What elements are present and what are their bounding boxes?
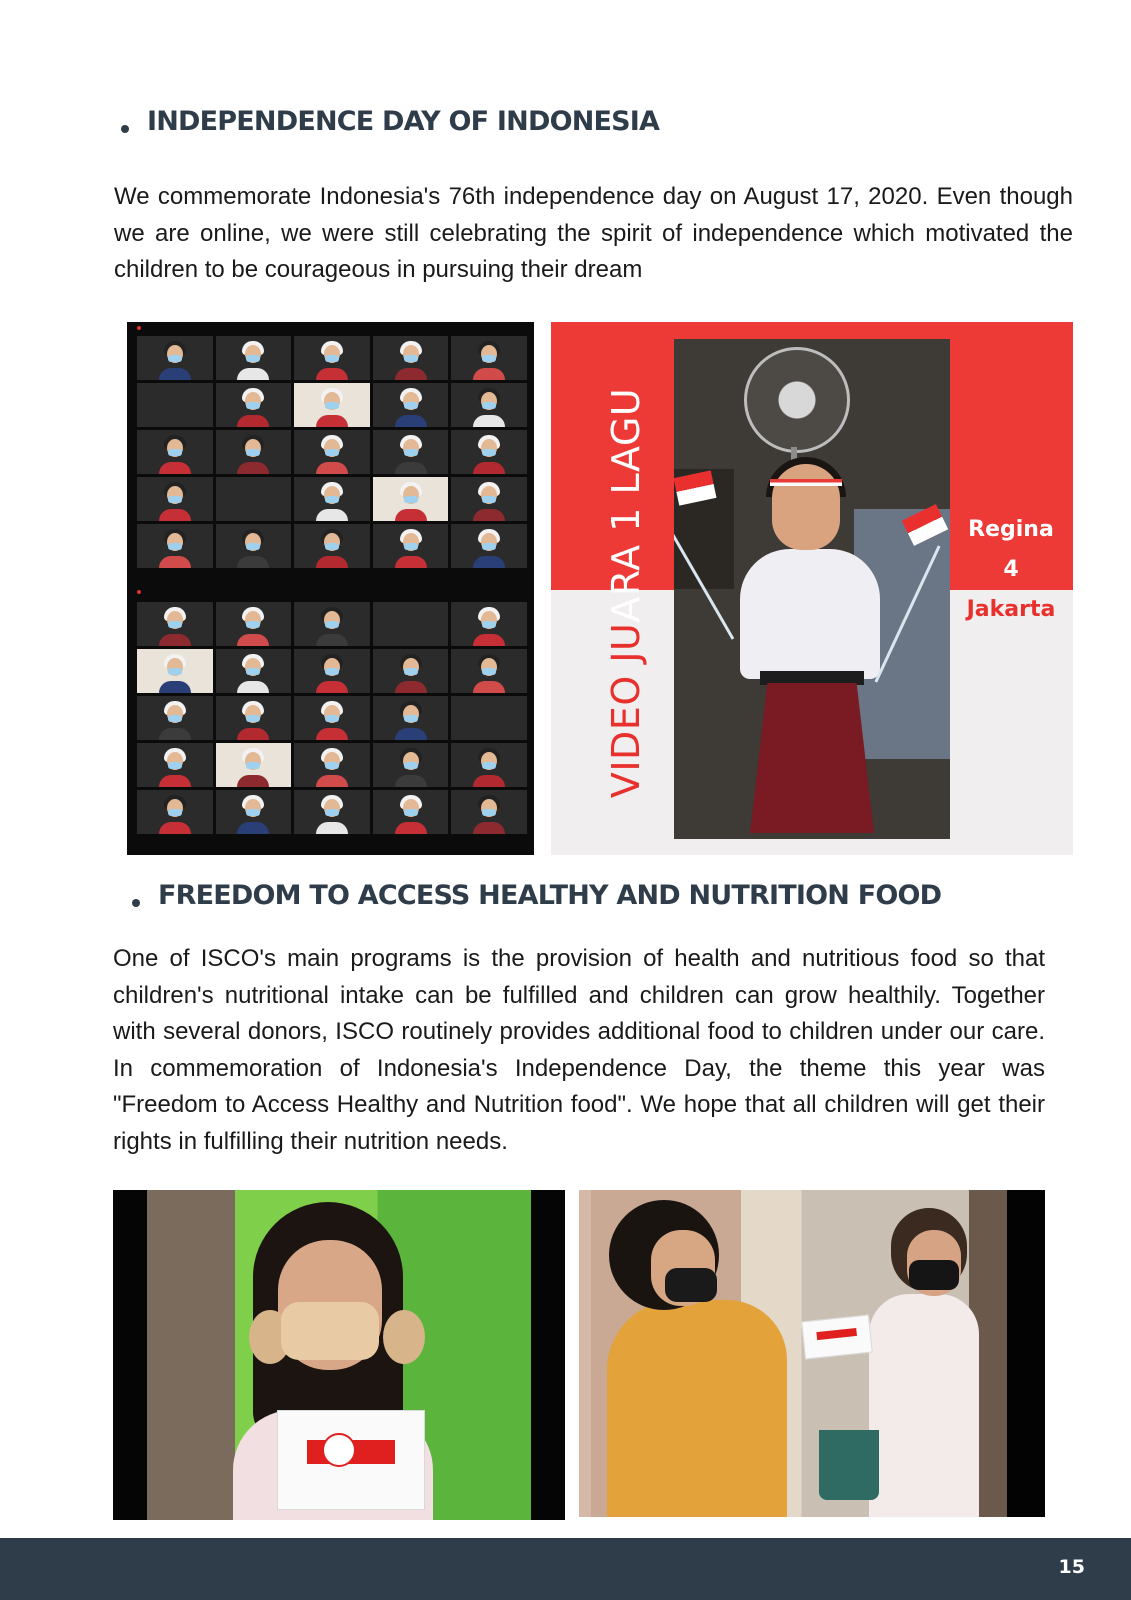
participant-mask [168,621,182,628]
participant-mask [404,668,418,675]
participant-video-tile [216,649,292,693]
participant-mask [168,449,182,456]
participant-video-tile [137,696,213,740]
participant-mask [246,668,260,675]
participant-video-tile [451,524,527,568]
participant-mask [482,496,496,503]
food-box [277,1410,425,1510]
participant-video-tile [451,383,527,427]
participant-video-tile [216,430,292,474]
participant-video-tile [451,649,527,693]
uniform-shirt [740,549,880,679]
food-box [801,1315,873,1360]
belt [760,671,864,685]
participant-video-tile [294,602,370,646]
participant-video-tile [294,696,370,740]
participant-mask [246,355,260,362]
participant-body [395,556,427,568]
title-part-on-red: ARA 1 LAGU [604,387,648,623]
section-heading-independence-day: INDEPENDENCE DAY OF INDONESIA [147,106,660,137]
participant-video-tile [373,696,449,740]
participant-body [316,415,348,427]
participant-mask [325,809,339,816]
participant-body [395,822,427,834]
box-stripe [817,1328,857,1341]
recording-indicator [137,326,144,332]
participant-body [316,681,348,693]
participant-body [473,556,505,568]
participant-video-tile [216,743,292,787]
participant-video-tile [451,477,527,521]
participant-body [237,368,269,380]
participant-mask [482,762,496,769]
participant-body [159,728,191,740]
participant-mask [404,496,418,503]
participant-mask [246,402,260,409]
participant-video-tile [216,336,292,380]
fan-shape [744,347,850,453]
participant-body [159,462,191,474]
participant-video-tile [294,790,370,834]
footer-bar [0,1538,1131,1600]
participant-video-tile [373,336,449,380]
participant-body [237,415,269,427]
singing-girl-photo [674,339,950,839]
participant-video-tile [216,696,292,740]
zoom-meeting-photo [127,322,534,855]
participant-body [395,415,427,427]
participant-video-tile [451,336,527,380]
participant-name: Regina [968,517,1054,542]
participant-video-tile [294,477,370,521]
participant-mask [482,543,496,550]
headband [770,479,842,486]
participant-video-tile [373,477,449,521]
participant-body [316,462,348,474]
wooden-post [147,1190,235,1520]
participant-video-tile [373,430,449,474]
participant-video-tile [137,790,213,834]
girl-with-food-box-photo [113,1190,565,1520]
participant-video-tile [373,602,449,646]
participant-mask [404,762,418,769]
participant-body [159,368,191,380]
participant-body [473,634,505,646]
participant-mask [482,668,496,675]
participant-video-tile [294,383,370,427]
participant-mask [482,355,496,362]
participant-video-tile [137,524,213,568]
participant-body [159,681,191,693]
participant-body [316,556,348,568]
participant-body [237,822,269,834]
participant-video-tile [451,790,527,834]
participant-body [473,775,505,787]
participant-video-tile [294,430,370,474]
participant-video-tile [137,477,213,521]
participant-video-tile [373,790,449,834]
participant-video-tile [294,743,370,787]
independence-day-paragraph: We commemorate Indonesia's 76th independence day on August 17, 2020. Even though we are online, we were still celebrating the spirit of independence which motivated the children to be courageous in pursuing their dream [114,183,1073,283]
participant-video-tile [137,383,213,427]
participant-body [237,775,269,787]
participant-body [237,634,269,646]
face-mask [909,1260,959,1290]
participant-video-tile [137,336,213,380]
participant-body [395,368,427,380]
title-part-on-white: VIDEO JU [604,622,648,799]
video-title [604,388,648,798]
participant-mask [404,543,418,550]
participant-video-tile [294,336,370,380]
page-number: 15 [1058,1556,1085,1578]
participant-video-tile [373,743,449,787]
participant-video-tile [216,383,292,427]
girl-body [869,1294,979,1517]
participant-video-tile [294,524,370,568]
participant-body [316,775,348,787]
participant-video-tile [294,649,370,693]
participant-body [237,681,269,693]
section-heading-nutrition-food: FREEDOM TO ACCESS HEALTHY AND NUTRITION FOOD [158,880,942,911]
participant-body [473,681,505,693]
food-box-handover-photo [579,1190,1045,1517]
participant-mask [168,809,182,816]
recording-indicator [137,590,144,596]
participant-mask [325,355,339,362]
participant-mask [246,715,260,722]
participant-body [159,556,191,568]
participant-body [395,509,427,521]
participant-mask [246,762,260,769]
participant-mask [246,809,260,816]
bullet-icon [132,899,140,907]
participant-video-tile [137,649,213,693]
participant-mask [325,621,339,628]
video-poster [551,322,1073,855]
participant-video-tile [216,524,292,568]
participant-body [395,728,427,740]
participant-mask [404,355,418,362]
participant-mask [168,668,182,675]
participant-mask [168,355,182,362]
face-mask [281,1302,379,1360]
participant-mask [482,449,496,456]
woman-body [607,1300,787,1517]
participant-mask [404,809,418,816]
participant-body [237,462,269,474]
participant-body [473,509,505,521]
participant-mask [168,543,182,550]
bullet-icon [121,125,129,133]
participant-body [395,681,427,693]
participant-mask [325,543,339,550]
participant-mask [246,621,260,628]
participant-body [395,775,427,787]
participant-body [159,775,191,787]
face-shape [772,464,840,550]
earmuff [383,1310,425,1364]
participant-mask [325,402,339,409]
participant-video-tile [137,602,213,646]
participant-rank: 4 [1003,557,1019,582]
participant-mask [168,496,182,503]
participant-video-tile [373,649,449,693]
participant-mask [404,402,418,409]
participant-body [237,556,269,568]
participant-mask [325,449,339,456]
participant-mask [404,715,418,722]
zoom-grid-bottom [137,602,527,834]
participant-mask [482,621,496,628]
participant-body [316,368,348,380]
participant-video-tile [451,430,527,474]
participant-mask [482,809,496,816]
participant-body [159,822,191,834]
participant-video-tile [216,602,292,646]
participant-video-tile [137,430,213,474]
participant-video-tile [373,383,449,427]
participant-body [473,462,505,474]
participant-body [159,509,191,521]
participant-mask [325,496,339,503]
participant-mask [325,715,339,722]
participant-body [316,728,348,740]
participant-body [473,368,505,380]
participant-video-tile [216,477,292,521]
anniversary-logo-icon [322,1433,356,1467]
participant-mask [325,668,339,675]
participant-mask [246,449,260,456]
bucket [819,1430,879,1500]
participant-video-tile [216,790,292,834]
participant-body [395,462,427,474]
participant-body [316,509,348,521]
participant-body [316,822,348,834]
participant-mask [404,449,418,456]
participant-mask [168,762,182,769]
participant-mask [482,402,496,409]
participant-body [316,634,348,646]
participant-mask [168,715,182,722]
participant-mask [325,762,339,769]
participant-body [159,634,191,646]
participant-video-tile [451,743,527,787]
zoom-grid-top [137,336,527,568]
participant-video-tile [451,602,527,646]
participant-video-tile [137,743,213,787]
participant-body [473,415,505,427]
uniform-skirt [750,683,874,833]
participant-city: Jakarta [966,597,1056,622]
nutrition-food-paragraph: One of ISCO's main programs is the provision of health and nutritious food so that children's nutritional intake can be fulfilled and children can grow healthily. Together with several donors, ISCO routinely provides additional food to children under our care. In commemoration of Indonesia's Independence Day, the theme this year was "Freedom to Access Healthy and Nutrition food". We hope that all children will get their rights in fulfilling their nutrition needs. [113,945,1045,1155]
participant-video-tile [373,524,449,568]
participant-video-tile [451,696,527,740]
participant-body [237,728,269,740]
participant-mask [246,543,260,550]
face-mask [665,1268,717,1302]
participant-body [473,822,505,834]
